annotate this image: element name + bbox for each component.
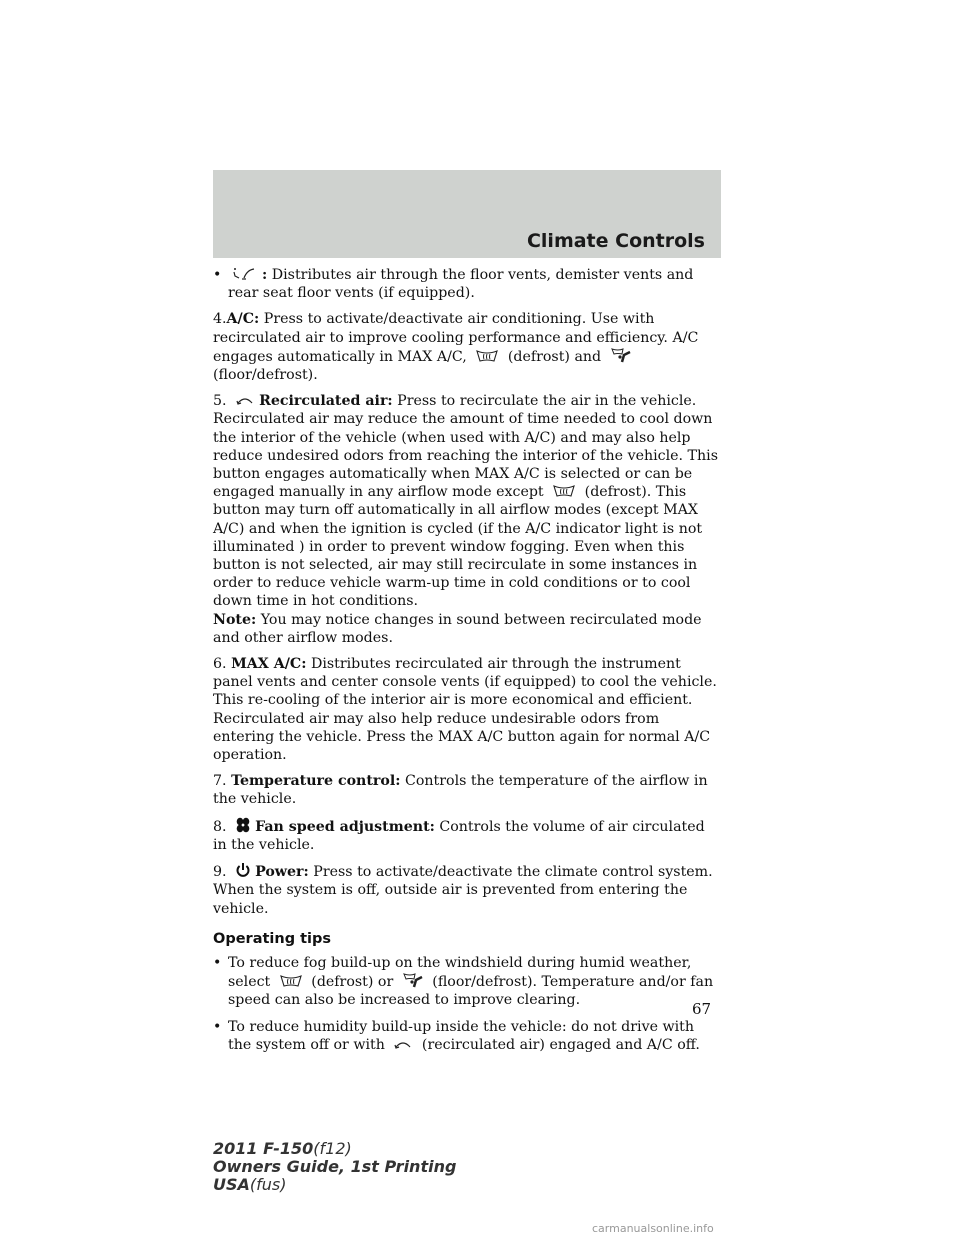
page-number: 67 [692,1000,712,1018]
floor-defrost-icon [610,347,632,363]
footer-code: (f12) [313,1139,352,1158]
item-7-temperature-control [213,772,721,808]
item-label: Power: [255,864,309,881]
item-text: Distributes recirculated air through the instrument panel vents and center console vents (if equipped) to cool the vehicle. This re-cooling of the interior air is more economical and efficient. Recirculated air may also help reduce undesirable odors from entering the vehicle. Press the MAX A/C button again for normal A/C operation. [213,656,717,764]
footer-market-code: (fus) [249,1175,287,1194]
tip-text: (floor/defrost). Temperature and/or fan speed can also be increased to improve clearing. [228,974,714,1009]
item-text: (floor/defrost). [213,367,318,384]
footer [213,1140,456,1194]
tip-text: To reduce humidity build-up inside the vehicle: do not drive with the system off or with [228,1018,695,1053]
item-number: 8. [213,818,227,835]
item-label: Temperature control: [231,773,401,790]
section-title: Climate Controls [526,230,705,252]
operating-tips-heading: Operating tips [213,930,332,947]
bullet-dot: • [213,267,222,283]
item-number: 7. [213,773,227,790]
footer-line-1 [213,1140,456,1158]
item-text: Controls the temperature of the airflow in the vehicle. [213,773,708,808]
defrost-icon [475,349,499,363]
defrost-icon [552,484,576,498]
footer-line-2: Owners Guide, 1st Printing [213,1157,457,1176]
item-6-max-ac [213,655,721,764]
tip-text: To reduce fog build-up on the windshield during humid weather, select [228,954,692,991]
item-text: Controls the volume of air circulated in the vehicle. [213,818,705,853]
item-4-ac [213,310,721,384]
note-text: You may notice changes in sound between recirculated mode and other airflow modes. [213,611,702,646]
note-label: Note: [213,611,257,628]
fan-icon [235,817,251,833]
bullet-dot: • [213,1018,222,1035]
item-number: 9. [213,864,227,881]
item-text: Press to activate/deactivate air conditioning. Use with recirculated air to improve cooling performance and efficiency. A/C engages automatically in MAX A/C, [213,311,699,365]
bullet-dot: • [213,954,222,971]
item-number: 6. [213,656,227,673]
footer-market: USA [213,1175,250,1194]
item-text: Press to recirculate the air in the vehicle. Recirculated air may reduce the amount of time needed to cool down the interior of the vehicle (when used with A/C) and may also help reduce undesired odors from reaching the interior of the vehicle. This button engages automatically when MAX A/C is selected or can be engaged manually in any airflow mode except [213,393,718,501]
floor-demist-colon: : [262,267,268,283]
item-number: 5. [213,393,227,410]
header-band [213,170,721,258]
item-label: A/C: [226,311,260,328]
tip-humidity [213,1018,721,1054]
item-text: Press to activate/deactivate the climate control system. When the system is off, outside air is prevented from entering the vehicle. [213,864,713,917]
item-8-fan-speed [213,817,721,854]
defrost-icon [279,974,303,988]
floor-demist-icon [232,267,258,281]
item-9-power [213,862,721,918]
recirculated-air-icon [393,1039,413,1051]
item-text: (defrost). This button may turn off automatically in all airflow modes (except MAX A/C) and when the ignition is cycled (if the A/C indicator light is not illuminated ) in order to prevent window fogging. Even when this button is not selected, air may still recirculate in some instances in order to reduce vehicle warm-up time in cold conditions or to cool down time in hot conditions. [213,484,703,610]
footer-model: 2011 F-150 [213,1139,314,1158]
floor-demist-bullet [213,266,721,302]
item-5-recirculated-air [213,392,721,647]
item-label: Fan speed adjustment: [255,818,435,835]
power-icon [235,862,251,878]
floor-demist-text: Distributes air through the floor vents, demister vents and rear seat floor vents (if equipped). [228,267,694,302]
item-label: MAX A/C: [231,656,307,673]
tip-text: (recirculated air) engaged and A/C off. [421,1036,700,1053]
floor-defrost-icon [402,972,424,988]
tip-text: (defrost) or [311,974,394,991]
watermark: carmanualsonline.info [592,1222,714,1235]
page-content [213,266,721,1062]
footer-line-3 [213,1176,456,1194]
item-label: Recirculated air: [259,393,393,410]
tip-fog [213,954,721,1010]
recirculated-air-icon [235,395,255,407]
item-number: 4. [213,311,227,328]
item-text: (defrost) and [507,348,602,365]
